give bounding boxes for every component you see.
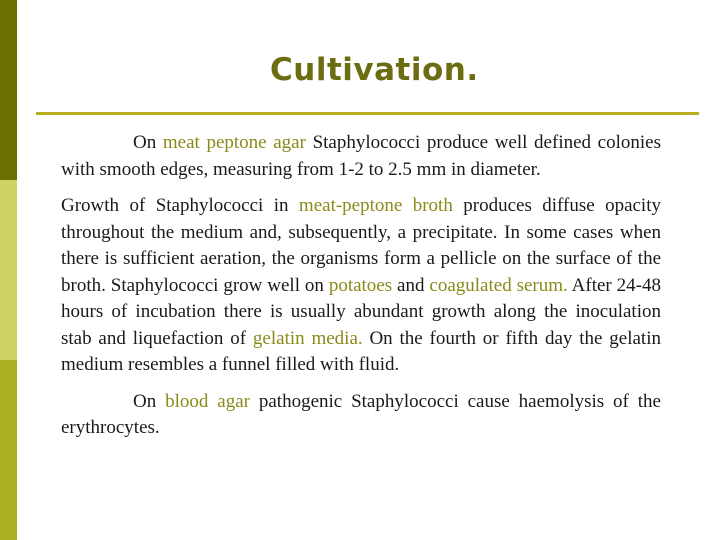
text-run: On [133, 390, 166, 412]
highlight-blood-agar: blood agar [165, 390, 250, 412]
side-accent-segment-middle [0, 180, 17, 360]
highlight-coagulated-serum: coagulated serum. [429, 274, 568, 296]
slide-body [61, 130, 661, 442]
text-run: On the fourth or fifth day the gelatin medium resembles a funnel filled with fluid. [61, 327, 661, 375]
text-run: and [392, 274, 430, 296]
text-run: After 24-48 hours of incubation there is usually abundant growth along the inoculation stab and liquefaction of [61, 274, 661, 349]
side-accent-segment-bottom [0, 360, 17, 540]
paragraph-blood-agar [61, 389, 661, 442]
text-run: pathogenic Staphylococci cause haemolysis of the erythrocytes. [61, 390, 661, 438]
title-divider [36, 112, 699, 115]
side-accent-segment-top [0, 0, 17, 180]
text-run: produces diffuse opacity throughout the medium and, subsequently, a precipitate. In some cases when there is sufficient aeration, the organisms form a pellicle on the surface of the broth. Staphylococci grow well on [61, 195, 661, 296]
text-run: Growth of Staphylococci in [61, 195, 299, 216]
paragraph-broth-growth [61, 193, 661, 379]
text-run: On [133, 132, 163, 153]
highlight-gelatin-media: gelatin media. [252, 327, 363, 349]
slide-title: Cultivation. [270, 52, 479, 88]
text-run: Staphylococci produce well defined colonies with smooth edges, measuring from 1-2 to 2.5 mm in diameter. [61, 132, 661, 180]
highlight-meat-peptone-agar: meat peptone agar [162, 132, 306, 153]
side-accent-bar [0, 0, 17, 540]
paragraph-meat-peptone-agar [61, 130, 661, 183]
highlight-meat-peptone-broth: meat-peptone broth [298, 195, 453, 216]
highlight-potatoes: potatoes [328, 274, 393, 296]
